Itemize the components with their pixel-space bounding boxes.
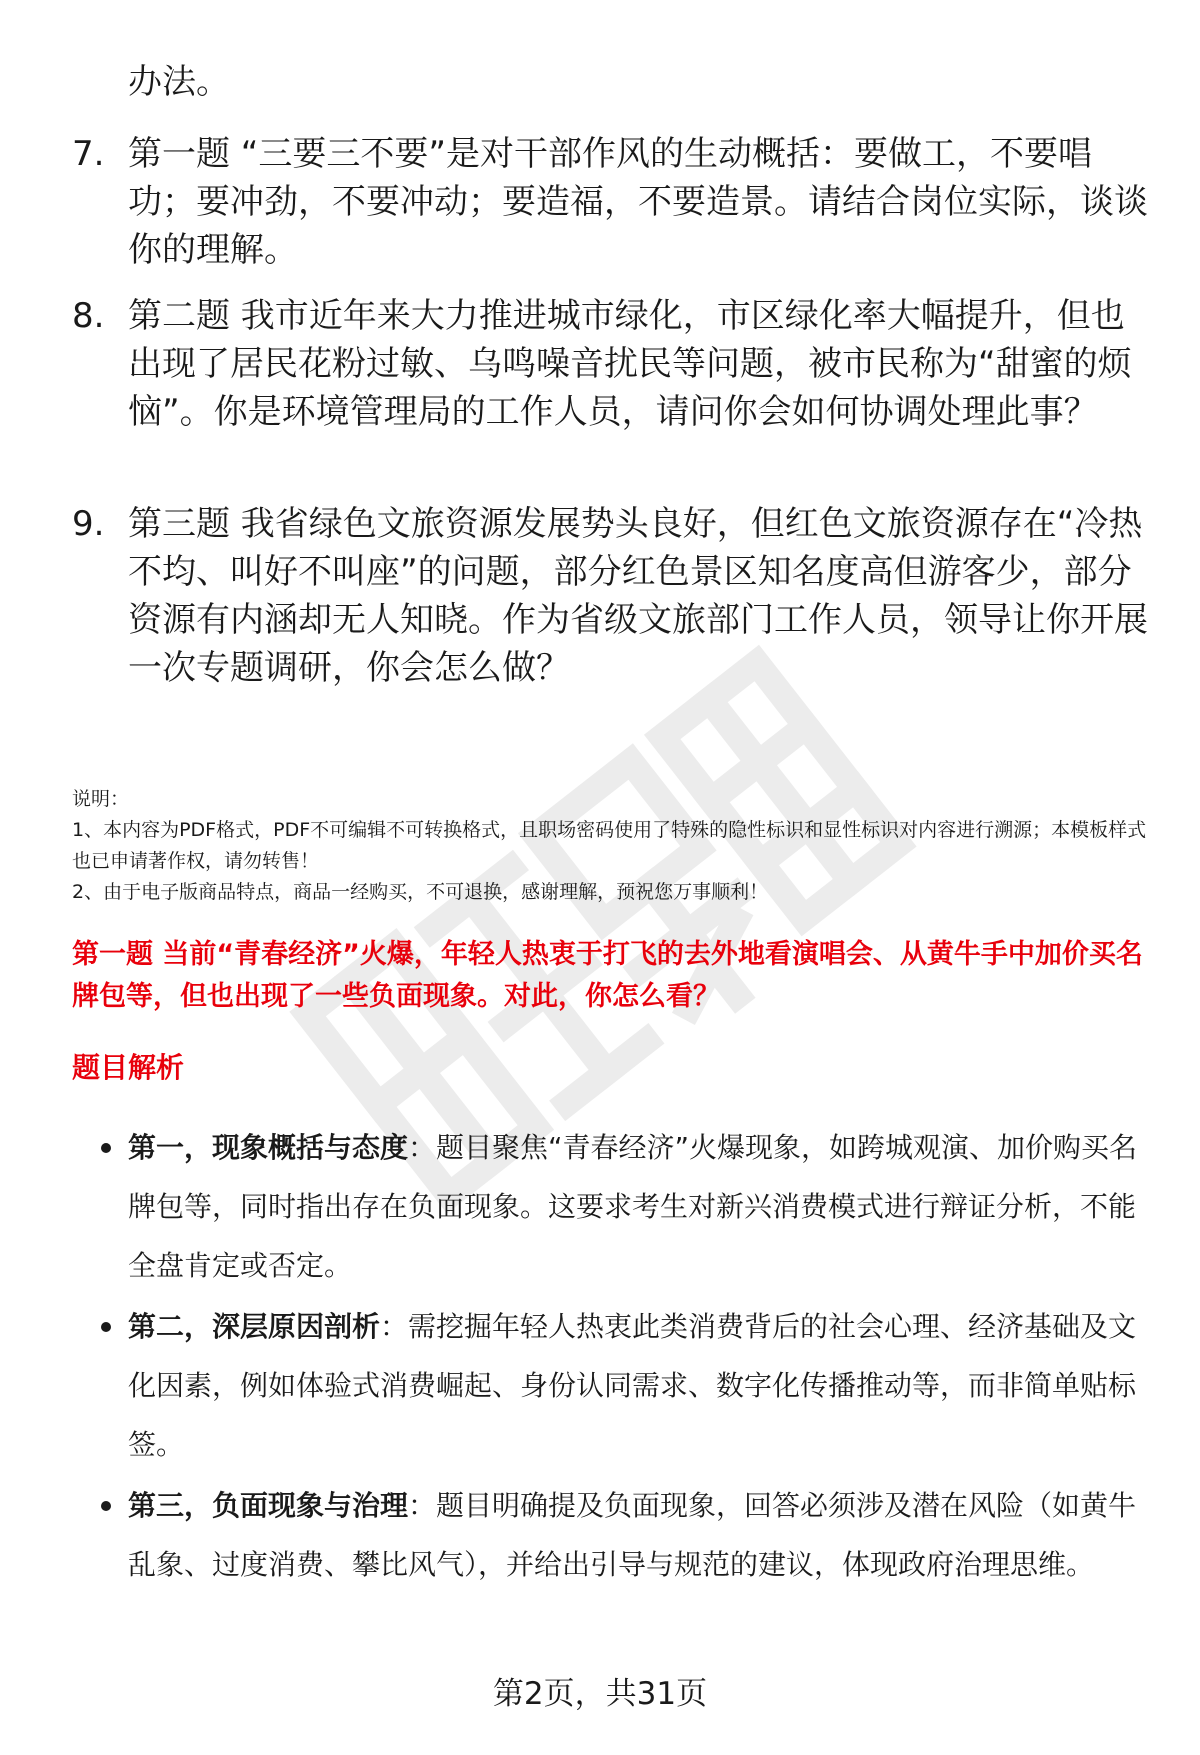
question-item-7 bbox=[72, 130, 1152, 274]
analysis-lead: 第一，现象概括与态度 bbox=[128, 1131, 409, 1164]
notes-heading: 说明： bbox=[72, 788, 130, 810]
analysis-list bbox=[0, 1118, 1200, 1596]
continuation-text: 办法。 bbox=[128, 62, 230, 102]
question-text: 第三题 我省绿色文旅资源发展势头良好，但红色文旅资源存在“冷热不均、叫好不叫座”的问题，部分红色景区知名度高但游客少，部分资源有内涵却无人知晓。作为省级文旅部门工作人员，领导让你开展一次专题调研，你会怎么做？ bbox=[128, 504, 1148, 688]
notes-item: 2、由于电子版商品特点，商品一经购买，不可退换，感谢理解，预祝您万事顺利！ bbox=[72, 881, 769, 903]
analysis-item bbox=[0, 1297, 1153, 1474]
bullet-dot-icon bbox=[101, 1322, 111, 1332]
bullet-dot-icon bbox=[101, 1143, 111, 1153]
page-footer: 第2页，共31页 bbox=[492, 1676, 708, 1712]
question-number: 7. bbox=[72, 134, 105, 174]
section-title: 题目解析 bbox=[72, 1051, 185, 1084]
question-number: 8. bbox=[72, 296, 105, 336]
question-item-8 bbox=[72, 292, 1152, 436]
analysis-lead: 第二，深层原因剖析 bbox=[128, 1310, 381, 1343]
highlight-question: 第一题 当前“青春经济”火爆，年轻人热衷于打飞的去外地看演唱会、从黄牛手中加价买名牌包等，但也出现了一些负面现象。对此，你怎么看？ bbox=[72, 939, 1143, 1012]
analysis-item bbox=[0, 1118, 1153, 1295]
question-number: 9. bbox=[72, 504, 105, 544]
notes-item: 1、本内容为PDF格式，PDF不可编辑不可转换格式，且职场密码使用了特殊的隐性标识和显性标识对内容进行溯源；本模板样式也已申请著作权，请勿转售！ bbox=[72, 819, 1147, 872]
question-text: 第二题 我市近年来大力推进城市绿化，市区绿化率大幅提升，但也出现了居民花粉过敏、乌鸣噪音扰民等问题，被市民称为“甜蜜的烦恼”。你是环境管理局的工作人员，请问你会如何协调处理此事？ bbox=[128, 296, 1132, 432]
analysis-text: ：需挖掘年轻人热衷此类消费背后的社会心理、经济基础及文化因素，例如体验式消费崛起、身份认同需求、数字化传播推动等，而非简单贴标签。 bbox=[128, 1310, 1137, 1461]
question-text: 第一题 “三要三不要”是对干部作风的生动概括：要做工，不要唱功；要冲劲，不要冲动；要造福，不要造景。请结合岗位实际，谈谈你的理解。 bbox=[128, 134, 1148, 270]
question-item-9 bbox=[72, 500, 1152, 692]
bullet-dot-icon bbox=[101, 1501, 111, 1511]
analysis-lead: 第三，负面现象与治理 bbox=[128, 1489, 409, 1522]
analysis-text: ：题目明确提及负面现象，回答必须涉及潜在风险（如黄牛乱象、过度消费、攀比风气），并给出引导与规范的建议，体现政府治理思维。 bbox=[128, 1489, 1137, 1581]
notes-block bbox=[72, 784, 1162, 908]
analysis-text: ：题目聚焦“青春经济”火爆现象，如跨城观演、加价购买名牌包等，同时指出存在负面现象。这要求考生对新兴消费模式进行辩证分析，不能全盘肯定或否定。 bbox=[128, 1131, 1138, 1282]
analysis-item bbox=[0, 1476, 1153, 1594]
